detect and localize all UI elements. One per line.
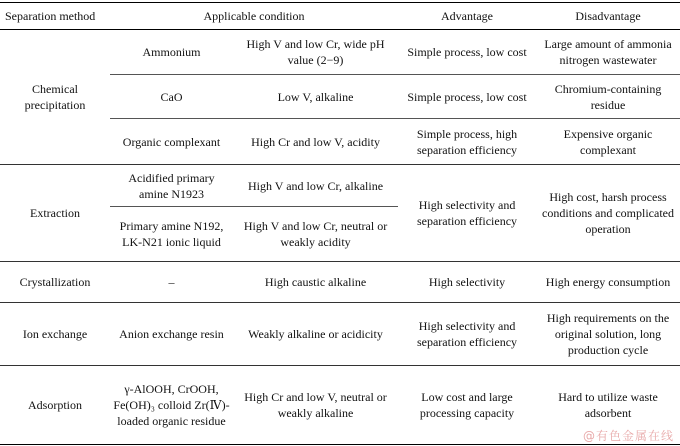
reagent-cell: Anion exchange resin [110, 303, 233, 366]
watermark: @有色金属在线 [582, 429, 674, 443]
disadvantage-cell: High energy consumption [536, 262, 680, 303]
condition-cell: High caustic alkaline [233, 262, 398, 303]
method-cell: Adsorption [0, 366, 110, 445]
advantage-cell: High selectivity and separation efficiency [398, 303, 536, 366]
condition-cell: Low V, alkaline [233, 75, 398, 119]
header-disadvantage: Disadvantage [536, 3, 680, 30]
condition-cell: High Cr and low V, acidity [233, 119, 398, 165]
disadvantage-cell: High cost, harsh process conditions and complicated operation [536, 165, 680, 262]
reagent-cell: – [110, 262, 233, 303]
condition-cell: High V and low Cr, neutral or weakly acidity [233, 207, 398, 262]
advantage-cell: Simple process, high separation efficiency [398, 119, 536, 165]
disadvantage-cell: Hard to utilize waste adsorbent [536, 366, 680, 445]
disadvantage-cell: High requirements on the original solution, long production cycle [536, 303, 680, 366]
disadvantage-cell: Chromium-containing residue [536, 75, 680, 119]
table-row [0, 262, 680, 303]
header-advantage: Advantage [398, 3, 536, 30]
method-cell: Ion exchange [0, 303, 110, 366]
advantage-cell: High selectivity [398, 262, 536, 303]
header-row [0, 3, 680, 30]
separation-methods-table [0, 2, 680, 445]
condition-cell: High V and low Cr, wide pH value (2−9) [246, 37, 385, 67]
condition-cell: High V and low Cr, alkaline [233, 165, 398, 207]
reagent-cell: CaO [110, 75, 233, 119]
method-cell: Extraction [0, 165, 110, 262]
advantage-cell: Simple process, low cost [407, 45, 527, 59]
table-row [0, 30, 680, 75]
header-separation-method: Separation method [0, 3, 110, 30]
disadvantage-cell: Large amount of ammonia nitrogen wastewater [544, 37, 672, 67]
method-cell: Crystallization [0, 262, 110, 303]
reagent-cell: Acidified primary amine N1923 [110, 165, 233, 207]
advantage-cell: Simple process, low cost [398, 75, 536, 119]
reagent-cell: Organic complexant [110, 119, 233, 165]
table-row [0, 366, 680, 445]
method-cell: Chemical precipitation [24, 82, 86, 112]
condition-cell: Weakly alkaline or acidicity [233, 303, 398, 366]
condition-cell: High Cr and low V, neutral or weakly alkaline [233, 366, 398, 445]
reagent-cell: Primary amine N192, LK-N21 ionic liquid [110, 207, 233, 262]
advantage-cell: Low cost and large processing capacity [398, 366, 536, 445]
table-row [0, 303, 680, 366]
disadvantage-cell: Expensive organic complexant [536, 119, 680, 165]
advantage-cell: High selectivity and separation efficiency [398, 165, 536, 262]
reagent-cell: Ammonium [142, 45, 201, 59]
reagent-cell: γ-AlOOH, CrOOH, Fe(OH)₃ colloid Zr(Ⅳ)-loaded organic residue [110, 366, 233, 445]
table-row [0, 165, 680, 207]
header-applicable-condition: Applicable condition [110, 3, 398, 30]
